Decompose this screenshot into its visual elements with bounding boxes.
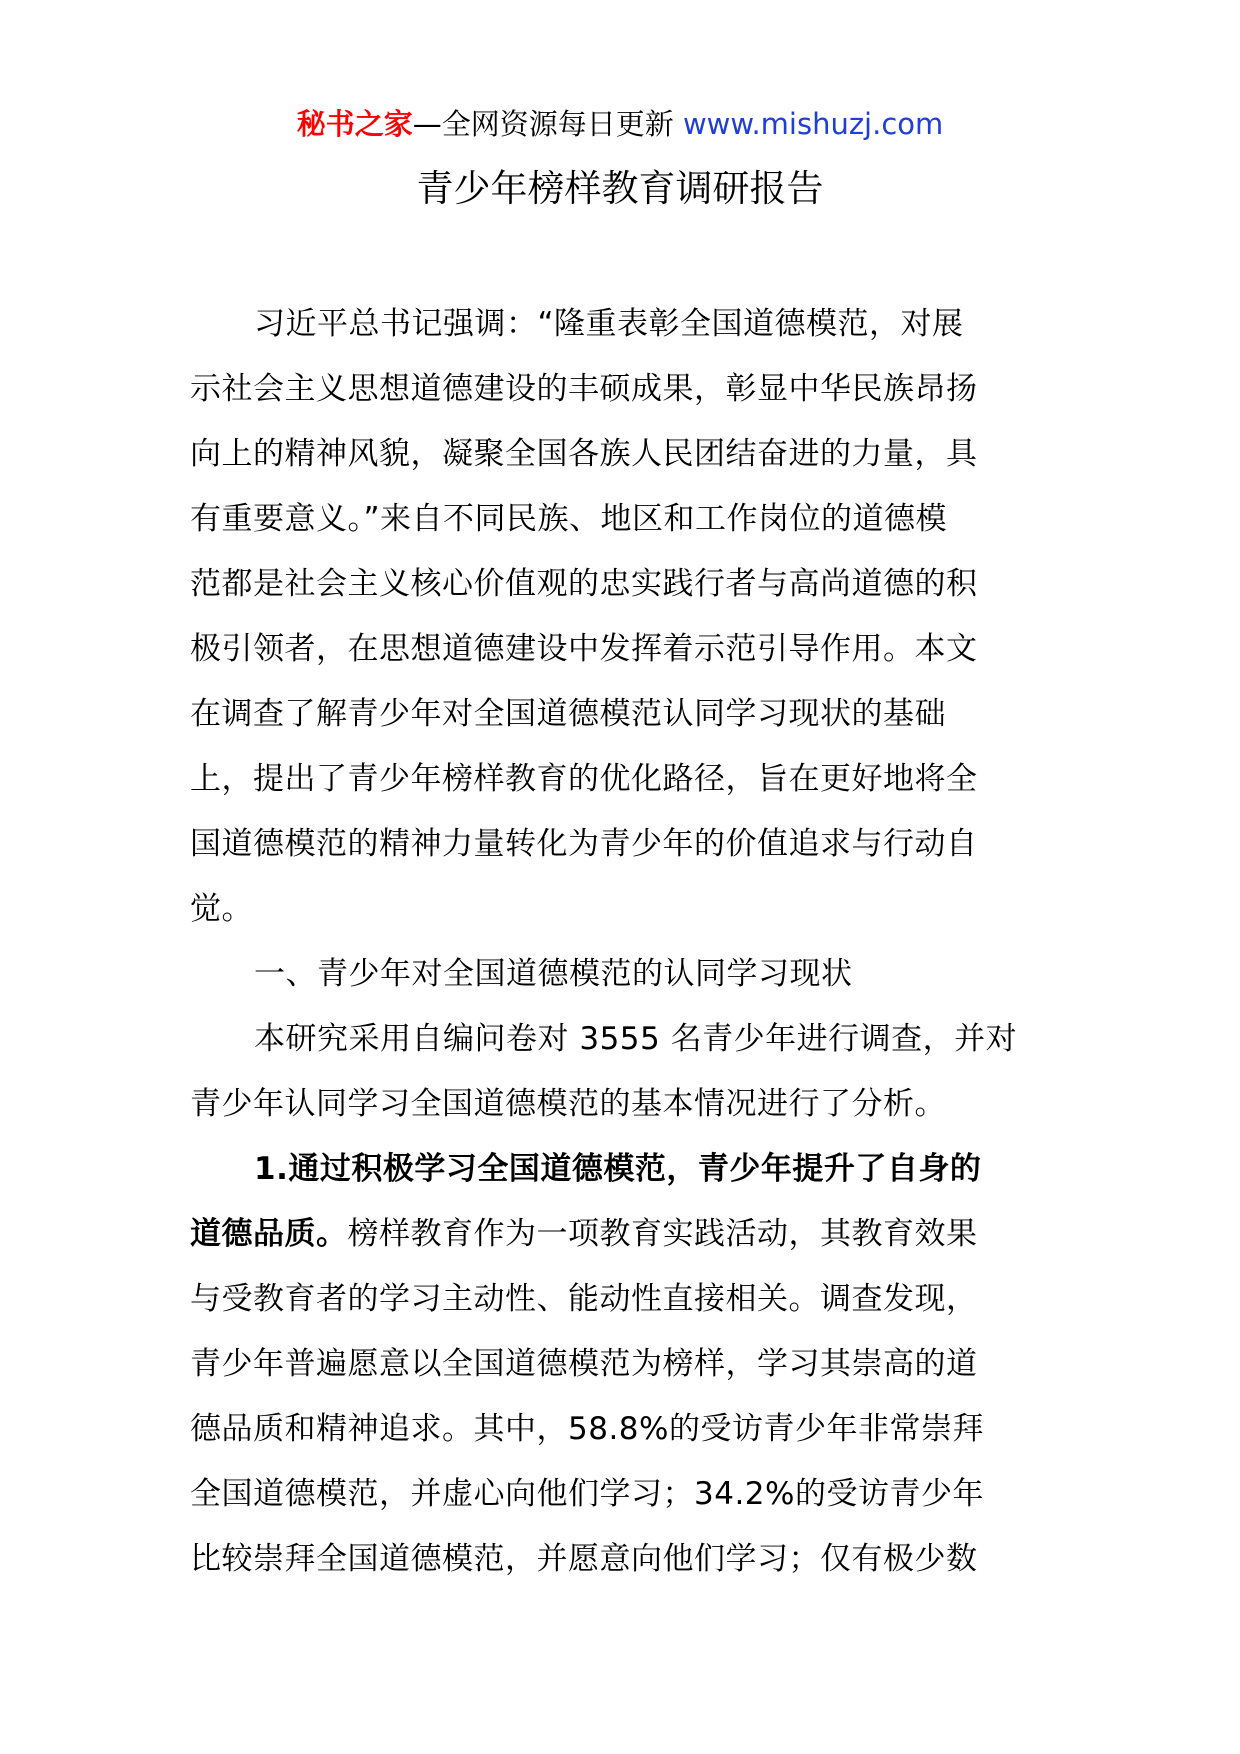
paragraph-text: 榜样教育作为一项教育实践活动，其教育效果 bbox=[347, 1216, 978, 1252]
site-header bbox=[0, 104, 1240, 144]
paragraph-line: 在调查了解青少年对全国道德模范认同学习现状的基础 bbox=[190, 696, 946, 732]
brand-name: 秘书之家 bbox=[296, 107, 413, 141]
paragraph-line: 示社会主义思想道德建设的丰硕成果，彰显中华民族昂扬 bbox=[190, 371, 978, 407]
paragraph-line: 习近平总书记强调：“隆重表彰全国道德模范，对展 bbox=[254, 306, 964, 342]
subheading-line: 1.通过积极学习全国道德模范，青少年提升了自身的 bbox=[254, 1151, 982, 1187]
paragraph-line: 全国道德模范，并虚心向他们学习；34.2%的受访青少年 bbox=[190, 1476, 984, 1512]
document-title: 青少年榜样教育调研报告 bbox=[416, 167, 824, 210]
paragraph-line: 比较崇拜全国道德模范，并愿意向他们学习；仅有极少数 bbox=[190, 1541, 978, 1577]
paragraph-line bbox=[190, 1202, 1055, 1267]
paragraph-line: 有重要意义。”来自不同民族、地区和工作岗位的道德模 bbox=[190, 501, 948, 537]
paragraph-line: 本研究采用自编问卷对 3555 名青少年进行调查，并对 bbox=[254, 1021, 1018, 1057]
paragraph-line: 德品质和精神追求。其中，58.8%的受访青少年非常崇拜 bbox=[190, 1411, 984, 1447]
paragraph-line: 极引领者，在思想道德建设中发挥着示范引导作用。本文 bbox=[190, 631, 978, 667]
paragraph-line: 与受教育者的学习主动性、能动性直接相关。调查发现， bbox=[190, 1281, 978, 1317]
paragraph-line: 上，提出了青少年榜样教育的优化路径，旨在更好地将全 bbox=[190, 761, 978, 797]
paragraph-line: 青少年普遍愿意以全国道德模范为榜样，学习其崇高的道 bbox=[190, 1346, 978, 1382]
paragraph-line: 国道德模范的精神力量转化为青少年的价值追求与行动自 bbox=[190, 826, 978, 862]
header-tagline: —全网资源每日更新 bbox=[412, 107, 683, 141]
paragraph-line: 向上的精神风貌，凝聚全国各族人民团结奋进的力量，具 bbox=[190, 436, 978, 472]
site-url-link[interactable]: www.mishuzj.com bbox=[682, 107, 944, 141]
subheading-tail: 道德品质。 bbox=[190, 1216, 348, 1252]
document-body bbox=[190, 292, 1055, 1592]
section-heading: 一、青少年对全国道德模范的认同学习现状 bbox=[254, 956, 853, 992]
paragraph-line: 范都是社会主义核心价值观的忠实践行者与高尚道德的积 bbox=[190, 566, 978, 602]
paragraph-line: 觉。 bbox=[190, 891, 253, 927]
paragraph-line: 青少年认同学习全国道德模范的基本情况进行了分析。 bbox=[190, 1086, 946, 1122]
